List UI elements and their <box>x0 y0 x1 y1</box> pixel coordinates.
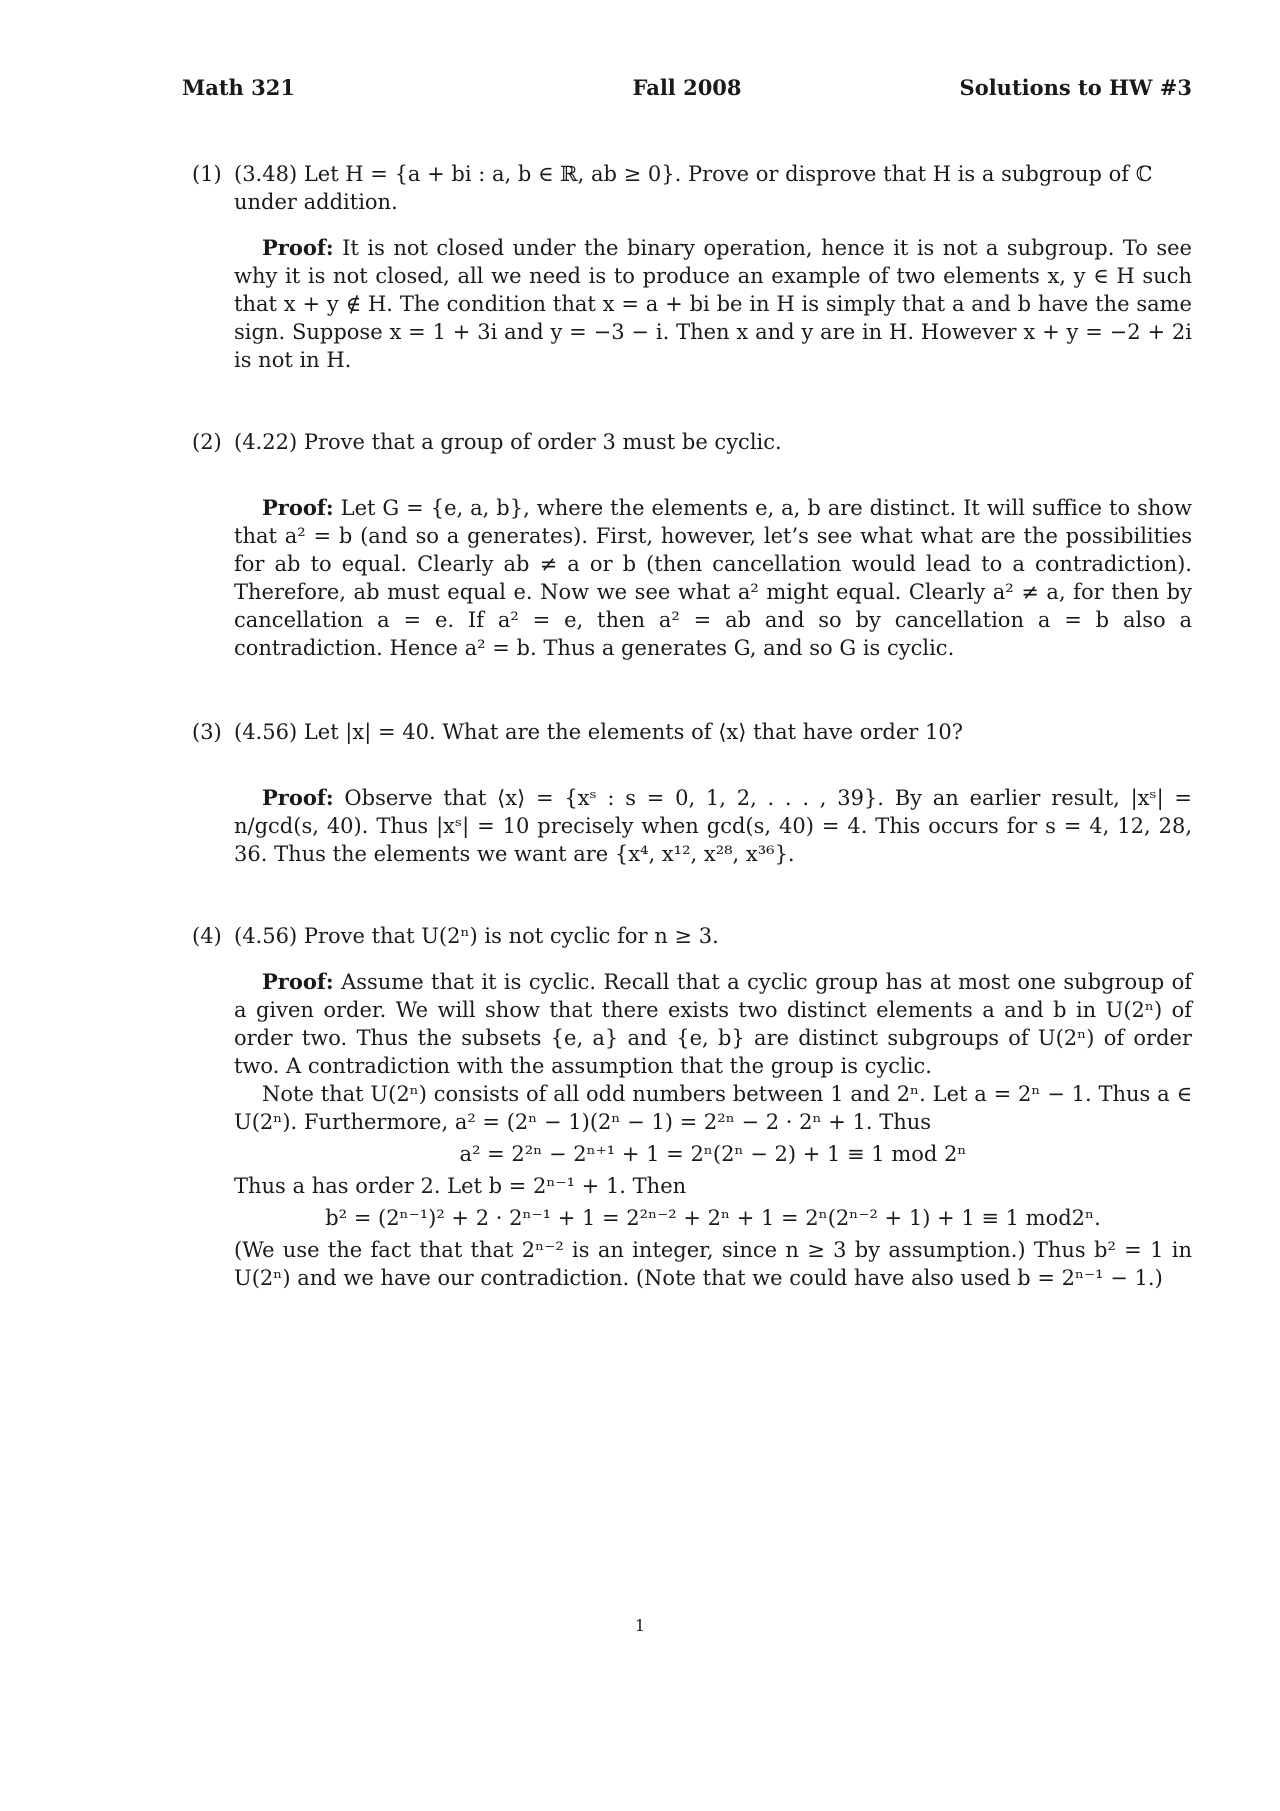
proof-text: Assume that it is cyclic. Recall that a cyclic group has at most one subgroup of a given order. We will show that there exists two distinct elements a and b in U(2ⁿ) of order two. Thus the subsets {e, a} and {e, b} are distinct subgroups of U(2ⁿ) of order two. A contradiction with the assumption that the group is cyclic. <box>234 970 1192 1078</box>
document-title: Solutions to HW #3 <box>959 75 1192 100</box>
problem-number: (1) <box>192 162 222 186</box>
equation: a² = 2²ⁿ − 2ⁿ⁺¹ + 1 = 2ⁿ(2ⁿ − 2) + 1 ≡ 1 mod 2ⁿ <box>459 1142 967 1166</box>
question-text: (3.48) Let H = {a + bi : a, b ∈ ℝ, ab ≥ 0}. Prove or disprove that H is a subgroup of ℂ under addition. <box>234 162 1153 214</box>
equation: b² = (2ⁿ⁻¹)² + 2 · 2ⁿ⁻¹ + 1 = 2²ⁿ⁻² + 2ⁿ + 1 = 2ⁿ(2ⁿ⁻² + 1) + 1 ≡ 1 mod2ⁿ. <box>325 1206 1101 1230</box>
page-number: 1 <box>634 1616 646 1635</box>
question-text: (4.56) Prove that U(2ⁿ) is not cyclic for n ≥ 3. <box>234 924 719 948</box>
proof-block <box>192 968 1192 1292</box>
proof-label: Proof: <box>262 495 334 520</box>
problem-question <box>192 922 1192 950</box>
proof-text: It is not closed under the binary operation, hence it is not a subgroup. To see why it is not closed, all we need is to produce an example of two elements x, y ∈ H such that x + y ∉ H. The condition that x = a + bi be in H is simply that a and b have the same sign. Suppose x = 1 + 3i and y = −3 − i. Then x and y are in H. However x + y = −2 + 2i is not in H. <box>234 236 1192 372</box>
problem-number: (4) <box>192 924 222 948</box>
proof-paragraph: Thus a has order 2. Let b = 2ⁿ⁻¹ + 1. Then <box>234 1174 687 1198</box>
problem-question <box>192 718 1192 746</box>
proof-label: Proof: <box>262 235 334 260</box>
proof-text: Observe that ⟨x⟩ = {xˢ : s = 0, 1, 2, . . . , 39}. By an earlier result, |xˢ| = n/gcd(s, 40). Thus |xˢ| = 10 precisely when gcd(s, 40) = 4. This occurs for s = 4, 12, 28, 36. Thus the elements we want are {x⁴, x¹², x²⁸, x³⁶}. <box>234 786 1192 866</box>
problem-question <box>192 428 1192 456</box>
question-text: (4.56) Let |x| = 40. What are the elements of ⟨x⟩ that have order 10? <box>234 720 963 744</box>
proof-text: Let G = {e, a, b}, where the elements e, a, b are distinct. It will suffice to show that a² = b (and so a generates). First, however, let’s see what what are the possibilities for ab to equal. Clearly ab ≠ a or b (then cancellation would lead to a contradiction). Therefore, ab must equal e. Now we see what a² might equal. Clearly a² ≠ a, for then by cancellation a = e. If a² = e, then a² = ab and so by cancellation a = b also a contradiction. Hence a² = b. Thus a generates G, and so G is cyclic. <box>234 496 1192 660</box>
problem-3 <box>192 718 1192 868</box>
problem-2 <box>192 428 1192 662</box>
page-header <box>182 74 1192 108</box>
problem-number: (3) <box>192 720 222 744</box>
term-label: Fall 2008 <box>632 75 742 100</box>
proof-block <box>192 494 1192 662</box>
proof-paragraph: (We use the fact that that 2ⁿ⁻² is an integer, since n ≥ 3 by assumption.) Thus b² = 1 in U(2ⁿ) and we have our contradiction. (Note that we could have also used b = 2ⁿ⁻¹ − 1.) <box>234 1238 1192 1290</box>
problem-1 <box>192 160 1192 374</box>
question-text: (4.22) Prove that a group of order 3 must be cyclic. <box>234 430 782 454</box>
problem-4 <box>192 922 1192 1292</box>
course-label: Math 321 <box>182 75 295 100</box>
problem-question <box>192 160 1192 216</box>
proof-block <box>192 784 1192 868</box>
proof-label: Proof: <box>262 969 334 994</box>
proof-label: Proof: <box>262 785 334 810</box>
proof-paragraph: Note that U(2ⁿ) consists of all odd numbers between 1 and 2ⁿ. Let a = 2ⁿ − 1. Thus a ∈ U(2ⁿ). Furthermore, a² = (2ⁿ − 1)(2ⁿ − 1) = 2²ⁿ − 2 · 2ⁿ + 1. Thus <box>234 1082 1192 1134</box>
proof-block <box>192 234 1192 374</box>
problem-number: (2) <box>192 430 222 454</box>
